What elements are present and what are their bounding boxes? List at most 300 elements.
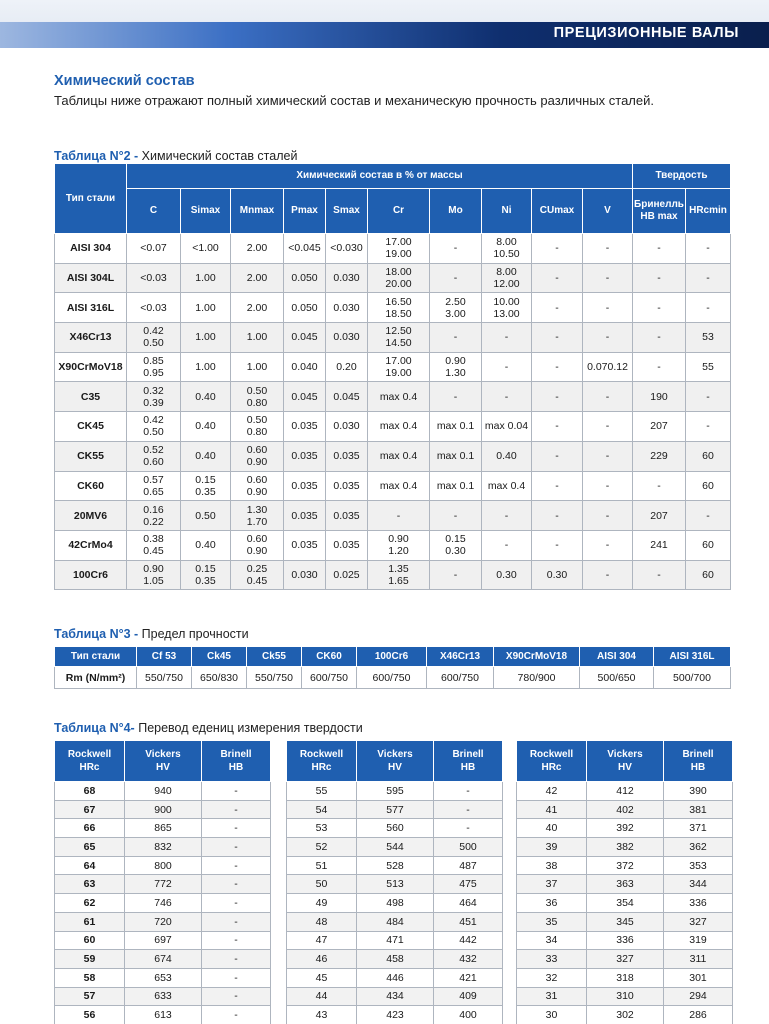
table-cell: - — [583, 530, 633, 560]
rockwell-value: 53 — [287, 819, 357, 838]
table-cell: 18.00 20.00 — [368, 263, 430, 293]
table-cell: 0.025 — [326, 560, 368, 590]
table-cell: 0.60 0.90 — [231, 471, 284, 501]
vickers-value: 544 — [357, 838, 434, 857]
steel-type-header: Тип стали — [55, 164, 127, 234]
table3-row-label: Rm (N/mm²) — [55, 667, 137, 689]
table-cell: 0.32 0.39 — [127, 382, 181, 412]
vickers-value: 800 — [125, 856, 202, 875]
brinell-value: 371 — [664, 819, 733, 838]
table-row — [517, 912, 733, 931]
rockwell-value: 51 — [287, 856, 357, 875]
brinell-value: 390 — [664, 782, 733, 801]
table-row — [287, 782, 503, 801]
table-row — [287, 838, 503, 857]
table-cell: - — [430, 263, 482, 293]
table4-caption-text: Перевод едениц измерения твердости — [138, 721, 363, 735]
table-cell: 53 — [686, 323, 731, 353]
table-cell: - — [583, 560, 633, 590]
strength-value: 650/830 — [192, 667, 247, 689]
brinell-value: 319 — [664, 931, 733, 950]
table-cell: 12.50 14.50 — [368, 323, 430, 353]
table-cell: - — [368, 501, 430, 531]
table-cell: max 0.1 — [430, 412, 482, 442]
brinell-value: 381 — [664, 800, 733, 819]
table-cell: 0.15 0.35 — [181, 471, 231, 501]
brinell-value: - — [202, 987, 271, 1006]
header-banner — [0, 0, 769, 48]
table-row — [287, 968, 503, 987]
table-cell: 0.035 — [326, 441, 368, 471]
table-row — [517, 987, 733, 1006]
rockwell-value: 59 — [55, 950, 125, 969]
table-row — [55, 987, 271, 1006]
brinell-value: 475 — [434, 875, 503, 894]
table-cell: max 0.4 — [368, 441, 430, 471]
vickers-value: 471 — [357, 931, 434, 950]
table-cell: 60 — [686, 560, 731, 590]
vickers-value: 746 — [125, 894, 202, 913]
table-cell: 1.30 1.70 — [231, 501, 284, 531]
table-cell: 190 — [633, 382, 686, 412]
table-cell: - — [430, 382, 482, 412]
table-cell: 1.35 1.65 — [368, 560, 430, 590]
strength-value: 600/750 — [357, 667, 427, 689]
steel-name: 20MV6 — [55, 501, 127, 531]
table-row — [287, 1006, 503, 1024]
brinell-value: 301 — [664, 968, 733, 987]
table-cell: - — [482, 501, 532, 531]
table-cell: - — [633, 352, 686, 382]
table-cell: - — [532, 382, 583, 412]
vickers-value: 302 — [587, 1006, 664, 1024]
table3-caption-text: Предел прочности — [141, 627, 249, 641]
hardness-table-1 — [54, 740, 271, 1024]
vickers-value: 327 — [587, 950, 664, 969]
table-cell: - — [532, 263, 583, 293]
steel-header: Cf 53 — [137, 647, 192, 667]
table-cell: 0.90 1.20 — [368, 530, 430, 560]
table-row — [55, 1006, 271, 1024]
rockwell-value: 52 — [287, 838, 357, 857]
table-cell: 0.57 0.65 — [127, 471, 181, 501]
table-row — [517, 894, 733, 913]
brinell-value: - — [202, 950, 271, 969]
brinell-value: 432 — [434, 950, 503, 969]
vickers-value: 560 — [357, 819, 434, 838]
table-cell: - — [532, 323, 583, 353]
column-header: Бринелль HB max — [633, 189, 686, 234]
scale-header: Brinell HB — [434, 741, 503, 782]
table-cell: max 0.4 — [368, 471, 430, 501]
rockwell-value: 50 — [287, 875, 357, 894]
scale-header: Vickers HV — [357, 741, 434, 782]
table-cell: 0.50 — [181, 501, 231, 531]
vickers-value: 345 — [587, 912, 664, 931]
table-cell: 0.40 — [181, 412, 231, 442]
vickers-value: 458 — [357, 950, 434, 969]
steel-name: 100Cr6 — [55, 560, 127, 590]
rockwell-value: 56 — [55, 1006, 125, 1024]
table-cell: 0.030 — [326, 412, 368, 442]
table-cell: 0.90 1.05 — [127, 560, 181, 590]
table-cell: - — [532, 471, 583, 501]
table-cell: - — [532, 352, 583, 382]
steel-header: AISI 316L — [654, 647, 731, 667]
rockwell-value: 35 — [517, 912, 587, 931]
table-cell: - — [532, 412, 583, 442]
scale-header: Brinell HB — [202, 741, 271, 782]
table-cell: - — [633, 234, 686, 264]
steel-name: C35 — [55, 382, 127, 412]
brinell-value: 487 — [434, 856, 503, 875]
strength-value: 780/900 — [494, 667, 580, 689]
table-cell: 229 — [633, 441, 686, 471]
rockwell-value: 54 — [287, 800, 357, 819]
brinell-value: - — [202, 819, 271, 838]
section-title: Химический состав — [54, 73, 195, 89]
column-header: CUmax — [532, 189, 583, 234]
vickers-value: 336 — [587, 931, 664, 950]
table-cell: 0.030 — [326, 263, 368, 293]
table-row — [55, 782, 271, 801]
table-row — [55, 382, 731, 412]
steel-name: CK60 — [55, 471, 127, 501]
table-row — [55, 352, 731, 382]
table-cell: 241 — [633, 530, 686, 560]
table-cell: max 0.1 — [430, 441, 482, 471]
table-cell: - — [633, 560, 686, 590]
steel-name: CK55 — [55, 441, 127, 471]
rockwell-value: 65 — [55, 838, 125, 857]
table-row — [287, 800, 503, 819]
steel-name: 42CrMo4 — [55, 530, 127, 560]
vickers-value: 484 — [357, 912, 434, 931]
table-cell: - — [633, 263, 686, 293]
table-row — [517, 838, 733, 857]
brinell-value: - — [202, 856, 271, 875]
table-cell: 0.030 — [326, 293, 368, 323]
table-row — [287, 819, 503, 838]
table-cell: - — [583, 501, 633, 531]
vickers-value: 392 — [587, 819, 664, 838]
table-cell: 0.035 — [284, 441, 326, 471]
hardness-table-3 — [516, 740, 733, 1024]
rockwell-value: 41 — [517, 800, 587, 819]
table-cell: - — [583, 382, 633, 412]
brinell-value: 336 — [664, 894, 733, 913]
table-cell: - — [686, 412, 731, 442]
vickers-value: 363 — [587, 875, 664, 894]
table-row — [55, 838, 271, 857]
table-cell: - — [583, 471, 633, 501]
vickers-value: 372 — [587, 856, 664, 875]
table-cell: - — [532, 501, 583, 531]
steel-name: AISI 304L — [55, 263, 127, 293]
rockwell-value: 60 — [55, 931, 125, 950]
brinell-value: - — [202, 894, 271, 913]
table-cell: 2.50 3.00 — [430, 293, 482, 323]
column-header: Mo — [430, 189, 482, 234]
table-cell: 0.035 — [326, 501, 368, 531]
table-cell: 0.045 — [284, 323, 326, 353]
scale-header: Brinell HB — [664, 741, 733, 782]
brinell-value: 409 — [434, 987, 503, 1006]
table-cell: - — [430, 560, 482, 590]
vickers-value: 900 — [125, 800, 202, 819]
table-cell: 17.00 19.00 — [368, 352, 430, 382]
rockwell-value: 32 — [517, 968, 587, 987]
steel-name: X46Cr13 — [55, 323, 127, 353]
table4-caption — [54, 721, 363, 735]
table-cell: 60 — [686, 441, 731, 471]
brinell-value: 294 — [664, 987, 733, 1006]
table-cell: 2.00 — [231, 263, 284, 293]
table-cell: 2.00 — [231, 234, 284, 264]
steel-header: CK60 — [302, 647, 357, 667]
brinell-value: - — [202, 968, 271, 987]
table-cell: 0.42 0.50 — [127, 323, 181, 353]
steel-name: CK45 — [55, 412, 127, 442]
vickers-value: 577 — [357, 800, 434, 819]
table-row — [517, 819, 733, 838]
table-cell: 0.25 0.45 — [231, 560, 284, 590]
table-cell: <0.07 — [127, 234, 181, 264]
brinell-value: - — [202, 875, 271, 894]
table-cell: 0.15 0.30 — [430, 530, 482, 560]
rockwell-value: 36 — [517, 894, 587, 913]
rockwell-value: 68 — [55, 782, 125, 801]
brinell-value: 344 — [664, 875, 733, 894]
table-cell: <0.030 — [326, 234, 368, 264]
rockwell-value: 33 — [517, 950, 587, 969]
rockwell-value: 37 — [517, 875, 587, 894]
table-row — [287, 894, 503, 913]
vickers-value: 423 — [357, 1006, 434, 1024]
table-cell: 16.50 18.50 — [368, 293, 430, 323]
table-cell: - — [686, 382, 731, 412]
table-cell: - — [633, 293, 686, 323]
vickers-value: 513 — [357, 875, 434, 894]
hardness-header: Твердость — [633, 164, 731, 189]
table-row — [55, 931, 271, 950]
steel-header: 100Cr6 — [357, 647, 427, 667]
table-row — [55, 819, 271, 838]
table-cell: - — [583, 293, 633, 323]
table-cell: <0.045 — [284, 234, 326, 264]
rockwell-value: 61 — [55, 912, 125, 931]
table-cell: 0.040 — [284, 352, 326, 382]
rockwell-value: 67 — [55, 800, 125, 819]
vickers-value: 318 — [587, 968, 664, 987]
table-cell: 0.035 — [284, 412, 326, 442]
table3-caption — [54, 627, 249, 641]
steel-header: Ck45 — [192, 647, 247, 667]
table-row — [55, 234, 731, 264]
table-cell: 0.070.12 — [583, 352, 633, 382]
table-cell: 1.00 — [231, 323, 284, 353]
table-cell: - — [583, 263, 633, 293]
table-cell: 0.90 1.30 — [430, 352, 482, 382]
table-cell: 1.00 — [231, 352, 284, 382]
table-cell: 207 — [633, 501, 686, 531]
steel-name: X90CrMoV18 — [55, 352, 127, 382]
column-header: Simax — [181, 189, 231, 234]
table-cell: - — [532, 441, 583, 471]
brinell-value: - — [202, 782, 271, 801]
table-cell: <0.03 — [127, 293, 181, 323]
rockwell-value: 58 — [55, 968, 125, 987]
table-cell: 0.50 0.80 — [231, 382, 284, 412]
rockwell-value: 31 — [517, 987, 587, 1006]
table-cell: - — [583, 412, 633, 442]
table-cell: max 0.4 — [368, 412, 430, 442]
table-row — [55, 441, 731, 471]
table-cell: 10.00 13.00 — [482, 293, 532, 323]
rockwell-value: 66 — [55, 819, 125, 838]
table-cell: 1.00 — [181, 293, 231, 323]
strength-value: 600/750 — [302, 667, 357, 689]
table-cell: 0.40 — [181, 441, 231, 471]
table-cell: 0.16 0.22 — [127, 501, 181, 531]
table-row — [55, 856, 271, 875]
vickers-value: 446 — [357, 968, 434, 987]
brinell-value: 362 — [664, 838, 733, 857]
table-row — [517, 800, 733, 819]
table-cell: 0.20 — [326, 352, 368, 382]
table-row — [517, 931, 733, 950]
table-row — [55, 323, 731, 353]
table3-row-header: Тип стали — [55, 647, 137, 667]
table-cell: 8.00 12.00 — [482, 263, 532, 293]
table-cell: - — [532, 530, 583, 560]
table-cell: 0.40 — [181, 530, 231, 560]
rockwell-value: 39 — [517, 838, 587, 857]
table-cell: 0.045 — [284, 382, 326, 412]
steel-name: AISI 304 — [55, 234, 127, 264]
rockwell-value: 49 — [287, 894, 357, 913]
table-cell: 0.52 0.60 — [127, 441, 181, 471]
vickers-value: 940 — [125, 782, 202, 801]
table-cell: 60 — [686, 530, 731, 560]
rockwell-value: 55 — [287, 782, 357, 801]
column-header: Ni — [482, 189, 532, 234]
table-cell: - — [532, 293, 583, 323]
steel-header: X46Cr13 — [427, 647, 494, 667]
vickers-value: 354 — [587, 894, 664, 913]
section-description: Таблицы ниже отражают полный химический состав и механическую прочность различных сталей. — [54, 93, 654, 108]
page-title: ПРЕЦИЗИОННЫЕ ВАЛЫ — [553, 25, 739, 41]
table-cell: 0.035 — [326, 530, 368, 560]
table-cell: 0.050 — [284, 263, 326, 293]
steel-name: AISI 316L — [55, 293, 127, 323]
strength-value: 500/650 — [580, 667, 654, 689]
composition-header: Химический состав в % от массы — [127, 164, 633, 189]
brinell-value: 421 — [434, 968, 503, 987]
table-row — [55, 912, 271, 931]
hardness-table-2 — [286, 740, 503, 1024]
table-cell: - — [482, 530, 532, 560]
rockwell-value: 34 — [517, 931, 587, 950]
vickers-value: 310 — [587, 987, 664, 1006]
table-cell: 0.035 — [284, 471, 326, 501]
table-cell: 60 — [686, 471, 731, 501]
vickers-value: 653 — [125, 968, 202, 987]
steel-header: X90CrMoV18 — [494, 647, 580, 667]
table-row — [287, 950, 503, 969]
vickers-value: 720 — [125, 912, 202, 931]
table-cell: 55 — [686, 352, 731, 382]
table-row — [517, 968, 733, 987]
scale-header: Vickers HV — [125, 741, 202, 782]
brinell-value: 327 — [664, 912, 733, 931]
table-cell: <1.00 — [181, 234, 231, 264]
brinell-value: - — [434, 819, 503, 838]
table-cell: 0.60 0.90 — [231, 441, 284, 471]
brinell-value: 464 — [434, 894, 503, 913]
steel-header: AISI 304 — [580, 647, 654, 667]
table-row — [517, 950, 733, 969]
table-row — [287, 856, 503, 875]
table-cell: 2.00 — [231, 293, 284, 323]
table-cell: 0.60 0.90 — [231, 530, 284, 560]
rockwell-value: 62 — [55, 894, 125, 913]
vickers-value: 402 — [587, 800, 664, 819]
brinell-value: 286 — [664, 1006, 733, 1024]
table-row — [55, 412, 731, 442]
rockwell-value: 40 — [517, 819, 587, 838]
brinell-value: 500 — [434, 838, 503, 857]
steel-header: Ck55 — [247, 647, 302, 667]
table-cell: - — [633, 471, 686, 501]
rockwell-value: 47 — [287, 931, 357, 950]
table-row — [55, 293, 731, 323]
rockwell-value: 38 — [517, 856, 587, 875]
table-cell: - — [482, 323, 532, 353]
vickers-value: 633 — [125, 987, 202, 1006]
column-header: HRcmin — [686, 189, 731, 234]
table-cell: 8.00 10.50 — [482, 234, 532, 264]
table-cell: 0.030 — [284, 560, 326, 590]
table-cell: 1.00 — [181, 263, 231, 293]
rockwell-value: 46 — [287, 950, 357, 969]
table-cell: max 0.4 — [482, 471, 532, 501]
column-header: V — [583, 189, 633, 234]
table-row — [55, 471, 731, 501]
vickers-value: 865 — [125, 819, 202, 838]
brinell-value: - — [202, 931, 271, 950]
table-cell: 0.85 0.95 — [127, 352, 181, 382]
chemical-composition-table — [54, 163, 731, 590]
table-cell: - — [430, 323, 482, 353]
strength-value: 550/750 — [137, 667, 192, 689]
scale-header: Rockwell HRc — [55, 741, 125, 782]
table-cell: 0.50 0.80 — [231, 412, 284, 442]
table-row — [55, 894, 271, 913]
table-row — [55, 968, 271, 987]
rockwell-value: 44 — [287, 987, 357, 1006]
table-row — [287, 912, 503, 931]
column-header: Cr — [368, 189, 430, 234]
table-cell: - — [583, 234, 633, 264]
table-row — [517, 856, 733, 875]
table-cell: - — [482, 382, 532, 412]
table-cell: - — [583, 441, 633, 471]
strength-value: 500/700 — [654, 667, 731, 689]
vickers-value: 613 — [125, 1006, 202, 1024]
table-cell: 207 — [633, 412, 686, 442]
brinell-value: - — [434, 782, 503, 801]
